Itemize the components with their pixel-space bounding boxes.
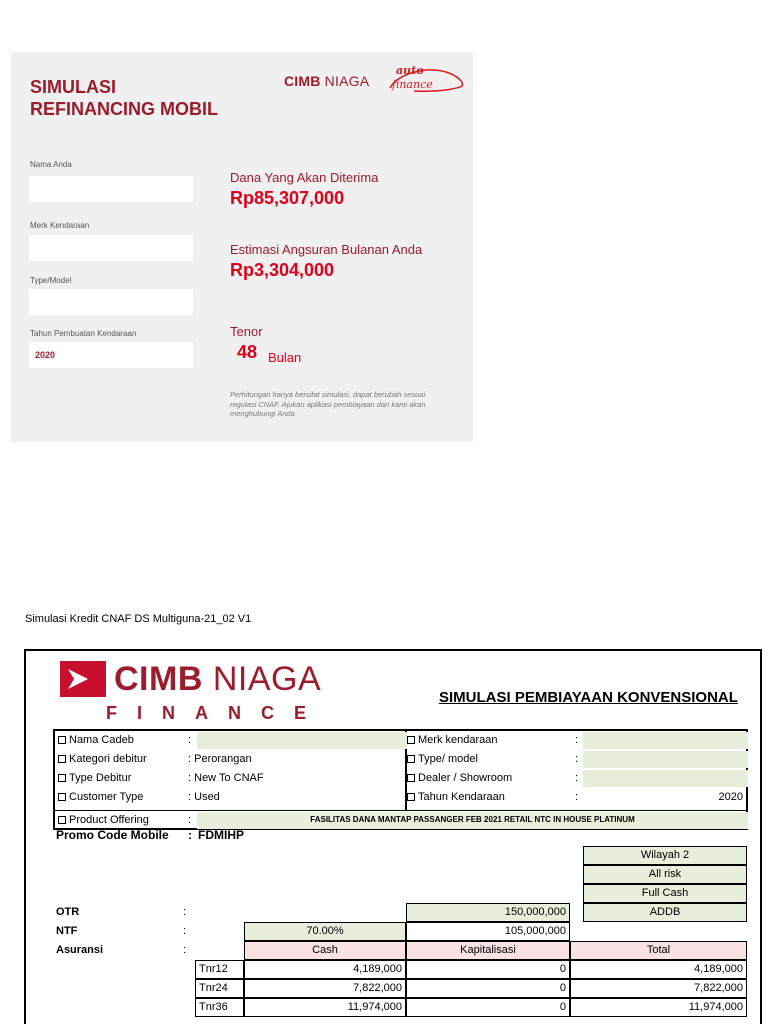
promo-label: Promo Code Mobile	[56, 828, 169, 842]
brand-auto: auto	[396, 64, 424, 77]
name-label: Nama Anda	[30, 160, 72, 169]
header-kapitalisasi: Kapitalisasi	[406, 941, 570, 960]
addb-box: ADDB	[583, 903, 747, 922]
dana-value: Rp85,307,000	[230, 188, 345, 208]
info-row-product-offering: Product Offering : FASILITAS DANA MANTAP PASSANGER FEB 2021 RETAIL NTC IN HOUSE PLATINUM	[55, 811, 746, 830]
checkbox-icon	[58, 774, 66, 782]
vehicle-brand-input[interactable]	[29, 235, 193, 261]
info-row-nama-cadeb: Nama Cadeb : Merk kendaraan :	[55, 731, 746, 750]
total-cell: 4,189,000	[570, 960, 747, 979]
cimb-niaga-logo-text: CIMB NIAGA	[114, 660, 322, 698]
ntf-value: 105,000,000	[406, 922, 570, 941]
cimb-logo-icon	[60, 661, 106, 697]
tenor-cell: Tnr24	[195, 979, 244, 998]
checkbox-icon	[58, 816, 66, 824]
type-model-input[interactable]	[29, 289, 193, 315]
ntf-percentage: 70.00%	[244, 922, 406, 941]
total-cell: 11,974,000	[570, 998, 747, 1017]
debtor-info-table	[53, 729, 748, 830]
cimb-auto-finance-logo	[284, 64, 469, 98]
wilayah-box: Wilayah 2	[583, 846, 747, 865]
cash-cell: 11,974,000	[244, 998, 406, 1017]
promo-value: FDMIHP	[198, 828, 244, 842]
checkbox-icon	[58, 793, 66, 801]
card-title: SIMULASI REFINANCING MOBIL	[30, 77, 218, 119]
checkbox-icon	[407, 736, 415, 744]
checkbox-icon	[58, 755, 66, 763]
tenor-value: 48	[237, 342, 258, 362]
sheet-caption: Simulasi Kredit CNAF DS Multiguna-21_02 V1	[25, 613, 252, 625]
asuransi-label: Asuransi	[56, 944, 104, 956]
sheet-title: SIMULASI PEMBIAYAAN KONVENSIONAL	[439, 689, 738, 706]
type-model-field[interactable]	[583, 751, 748, 768]
tenor-unit: Bulan	[268, 350, 302, 365]
disclaimer-text: Perhitungan hanya bersifat simulasi, dapat berubah sesuai regulasi CNAF. Ajukan aplikasi pembiayaan dan kami akan menghubungi Anda	[230, 390, 426, 418]
refinancing-card	[11, 52, 473, 442]
tenor-label: Tenor	[230, 324, 263, 339]
insurance-type-box: All risk	[583, 865, 747, 884]
angsuran-label: Estimasi Angsuran Bulanan Anda	[230, 242, 423, 257]
info-row-kategori: Kategori debitur : Perorangan Type/ model :	[55, 750, 746, 769]
checkbox-icon	[58, 736, 66, 744]
year-input[interactable]	[29, 342, 193, 368]
simulation-sheet: CIMB NIAGA FINANCE SIMULASI PEMBIAYAAN KONVENSIONAL Nama Cadeb : Merk kendaraan : Kategori debitur : Perorangan Type/ model : Type Debitur : New To CNAF Dealer / Showroom : Customer Type : Used Tahun Kendaraan : 2020 Product Offering : FASILITAS DANA MANTAP PASSANGER FEB 2021 RETAIL NTC IN HOUSE PLATINUM Promo Code Mobile : FDMIHP Wilayah 2 All risk Full Cash ADDB OTR : 150,000,000 NTF : 70.00% 105,000,000 Asuransi : Cash Kapitalisasi Total Tnr12 4,189,000 0 4,189,000 Tnr24 7,822,000 0 7,822,000 Tnr36 11,974,000 0 11,974,000	[24, 649, 762, 1024]
angsuran-value: Rp3,304,000	[230, 260, 335, 280]
checkbox-icon	[407, 793, 415, 801]
kap-cell: 0	[406, 998, 570, 1017]
dealer-field[interactable]	[583, 770, 748, 787]
tahun-kendaraan-value: 2020	[718, 791, 743, 803]
merk-kendaraan-field[interactable]	[583, 732, 748, 749]
finance-logo-text: FINANCE	[106, 703, 326, 723]
brand-finance: finance	[392, 78, 433, 91]
total-cell: 7,822,000	[570, 979, 747, 998]
dana-label: Dana Yang Akan Diterima	[230, 170, 379, 185]
otr-value: 150,000,000	[406, 903, 570, 922]
cash-cell: 7,822,000	[244, 979, 406, 998]
name-input[interactable]	[29, 176, 193, 202]
tenor-cell: Tnr12	[195, 960, 244, 979]
payment-type-box: Full Cash	[583, 884, 747, 903]
kap-cell: 0	[406, 960, 570, 979]
ntf-label: NTF	[56, 925, 78, 937]
kap-cell: 0	[406, 979, 570, 998]
header-total: Total	[570, 941, 747, 960]
checkbox-icon	[407, 755, 415, 763]
year-label: Tahun Pembuatan Kendaraan	[30, 329, 137, 338]
nama-cadeb-field[interactable]	[197, 732, 407, 749]
type-model-label: Type/Model	[30, 276, 72, 285]
cash-cell: 4,189,000	[244, 960, 406, 979]
checkbox-icon	[407, 774, 415, 782]
tenor-cell: Tnr36	[195, 998, 244, 1017]
otr-label: OTR	[56, 906, 80, 918]
info-row-customer-type: Customer Type : Used Tahun Kendaraan : 2020	[55, 788, 746, 807]
header-cash: Cash	[244, 941, 406, 960]
brand-label: Merk Kendaraan	[30, 221, 90, 230]
brand-name: CIMB NIAGA	[284, 73, 370, 89]
info-row-type-debitur: Type Debitur : New To CNAF Dealer / Showroom :	[55, 769, 746, 788]
product-offering-value: FASILITAS DANA MANTAP PASSANGER FEB 2021 RETAIL NTC IN HOUSE PLATINUM	[310, 815, 635, 824]
